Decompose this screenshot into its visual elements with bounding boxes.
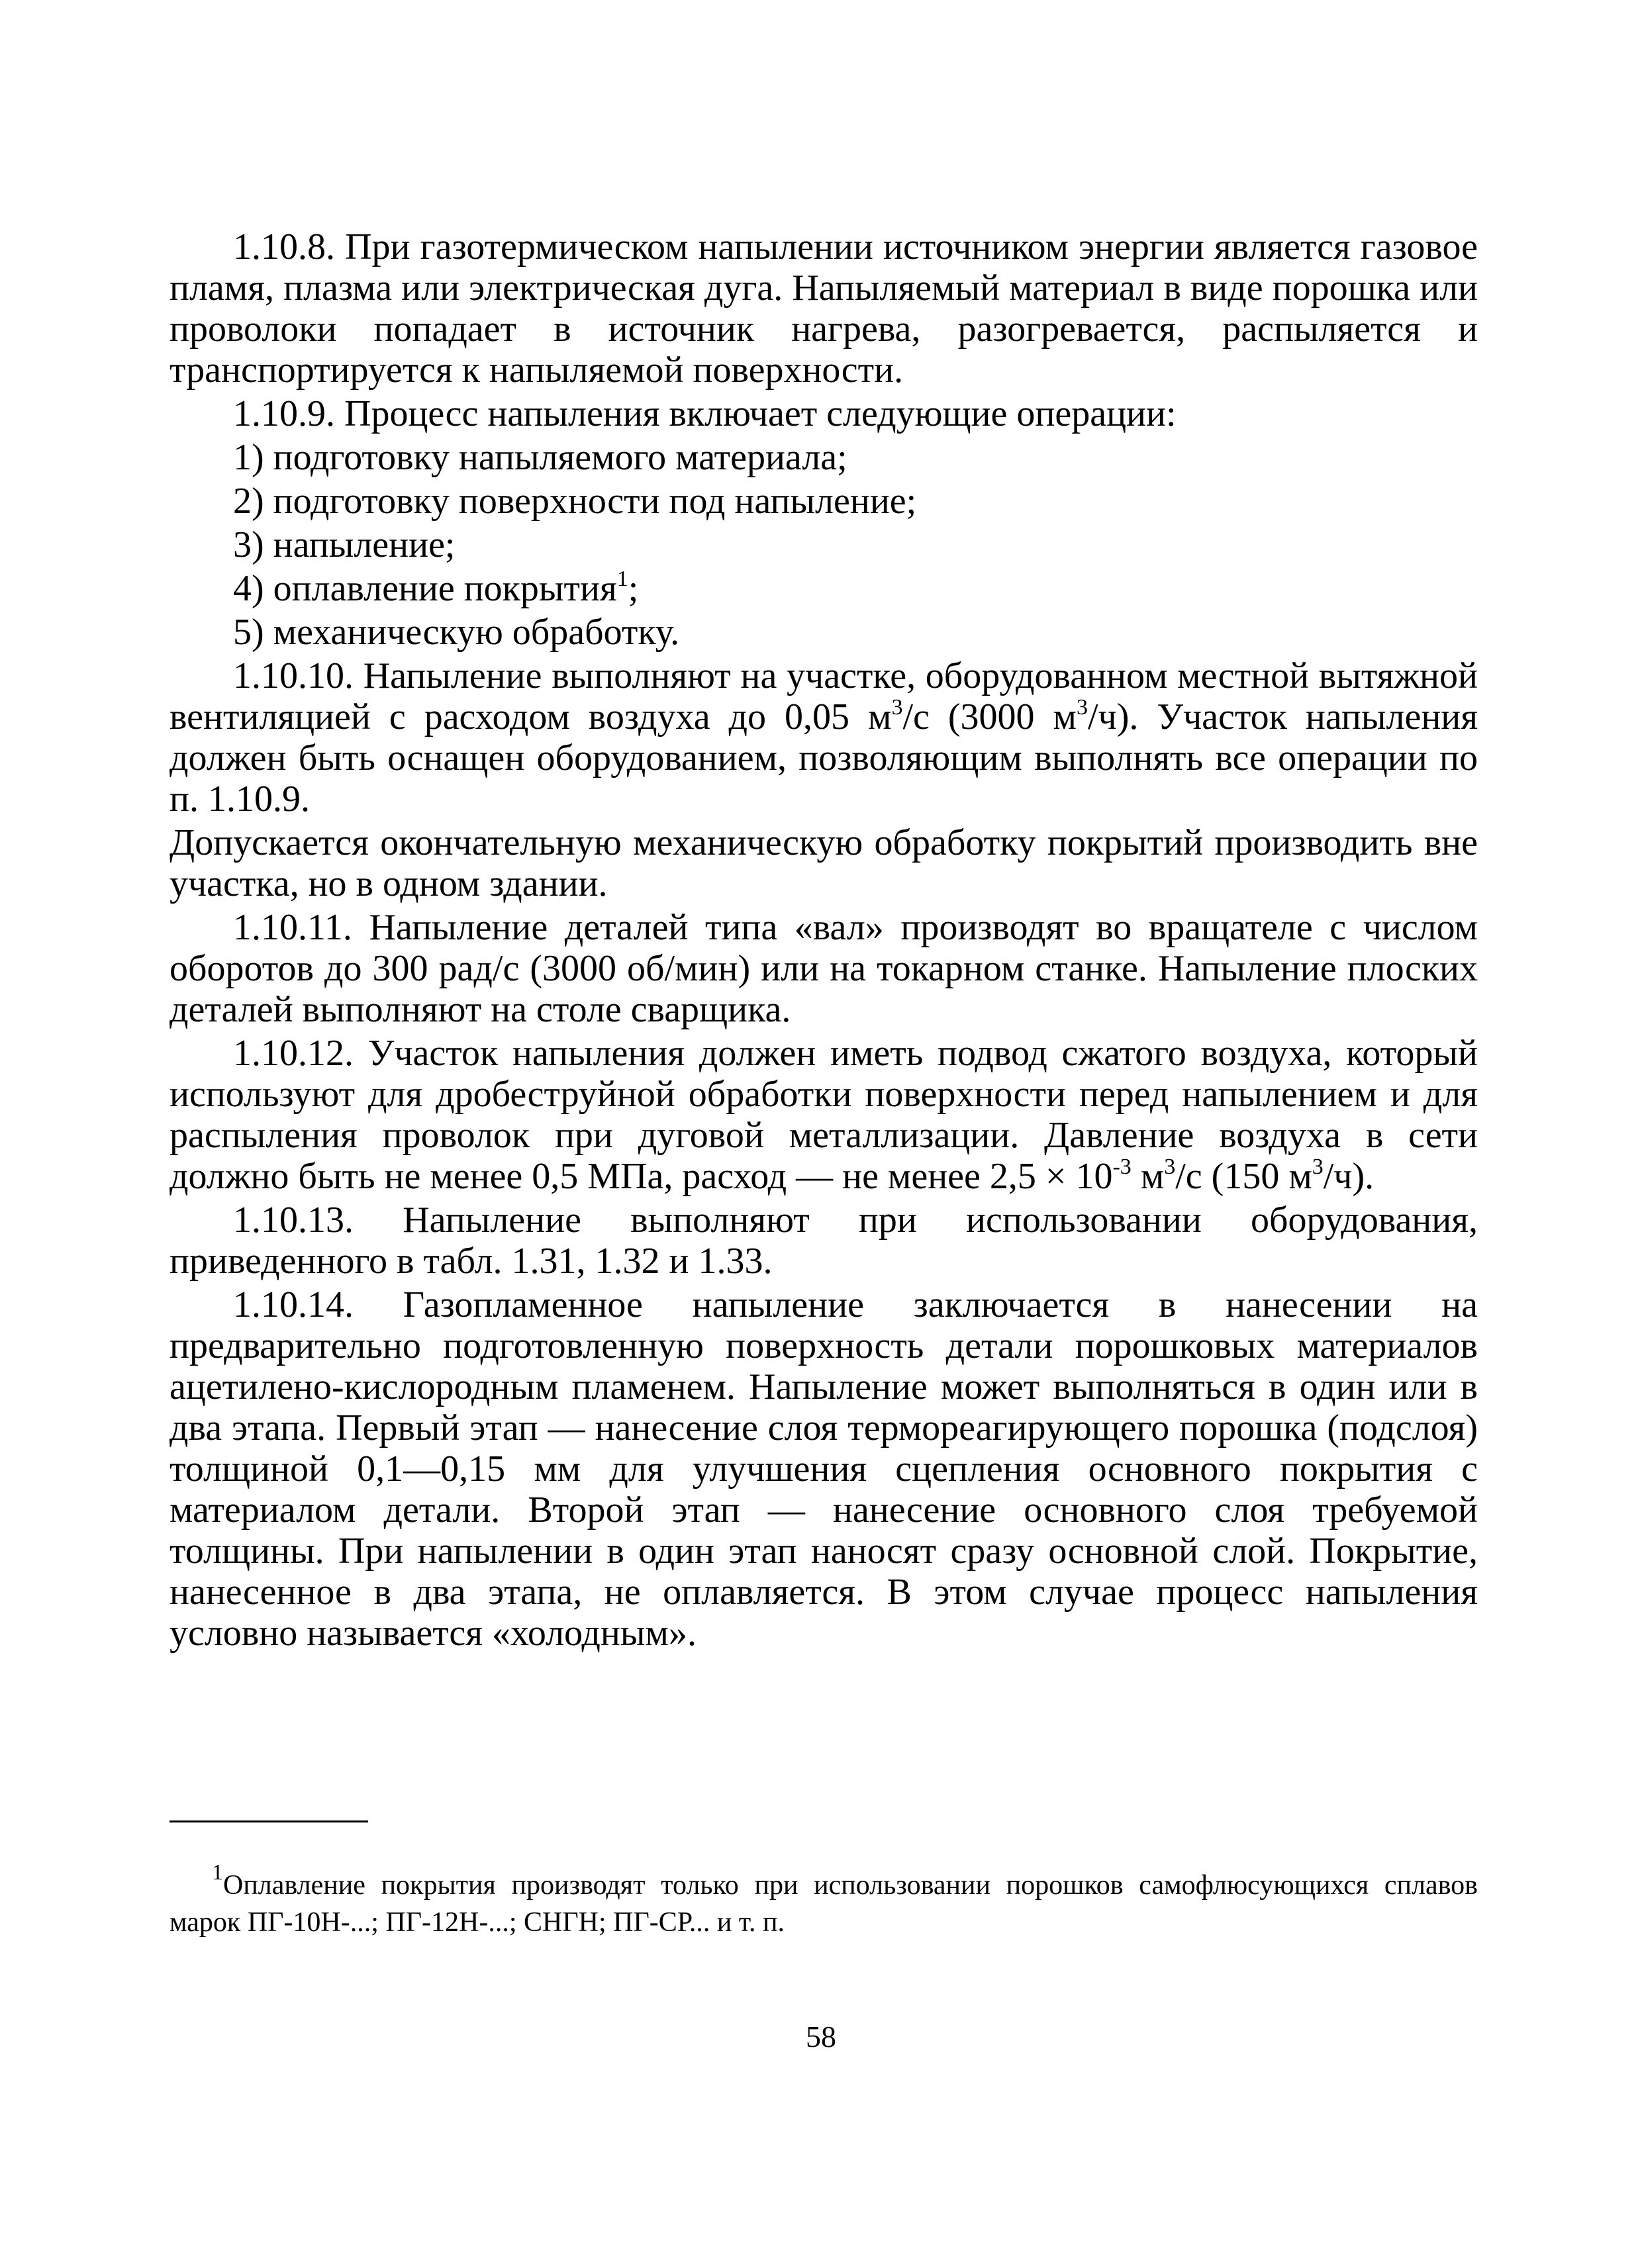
paragraph-text: /с (3000 м (902, 696, 1077, 737)
paragraph-text: 1.10.10. Напыление выполняют на участке, оборудованном местной вытяжной вентиляцией с расходом воздуха до 0,05 м (169, 655, 1478, 737)
list-item-text: 1) подготовку напыляемого материала; (233, 437, 847, 478)
paragraph-text: /ч). Участок напыления должен быть оснащен оборудованием, позволяющим выполнять все операции по п. 1.10.9. (169, 696, 1478, 820)
list-item (233, 568, 1478, 609)
paragraph-text: 1.10.12. Участок напыления должен иметь подвод сжатого воздуха, который используют для дробеструйной обработки поверхности перед напылением и для распыления проволок при дуговой металлизации. Давление воздуха в сети должно быть не менее 0,5 МПа, расход — не менее 2,5 × 10 (169, 1033, 1478, 1197)
paragraph-text: 1.10.8. При газотермическом напылении источником энергии является газовое пламя, плазма или электрическая дуга. Напыляемый материал в виде порошка или проволоки попадает в источник нагрева, разогревается, распыляется и транспортируется к напыляемой поверхности. (169, 226, 1478, 391)
list-item-text: 5) механическую обработку. (233, 612, 680, 653)
paragraph-text: 1.10.14. Газопламенное напыление заключается в нанесении на предварительно подготовленную поверхность детали порошковых материалов ацетилено-кислородным пламенем. Напыление может выполняться в один или в два этапа. Первый этап — нанесение слоя термореагирующего порошка (подслоя) толщиной 0,1—0,15 мм для улучшения сцепления основного покрытия с материалом детали. Второй этап — нанесение основного слоя требуемой толщины. При напылении в один этап наносят сразу основной слой. Покрытие, нанесенное в два этапа, не оплавляется. В этом случае процесс напыления условно называется «холодным». (169, 1284, 1478, 1654)
superscript: 3 (891, 695, 903, 720)
paragraph-text: м (1131, 1156, 1165, 1197)
paragraph-1-10-11 (169, 907, 1478, 1030)
paragraph-1-10-10 (169, 655, 1478, 820)
superscript: 3 (1312, 1155, 1324, 1179)
footnote-reference: 1 (616, 567, 628, 591)
list-item (233, 612, 1478, 653)
footnote-mark: 1 (212, 1860, 223, 1885)
paragraph-text: 1.10.11. Напыление деталей типа «вал» производят во вращателе с числом оборотов до 300 рад/с (3000 об/мин) или на токарном станке. Напыление плоских деталей выполняют на столе сварщика. (169, 907, 1478, 1030)
page-number: 58 (806, 2020, 836, 2054)
list-item (233, 437, 1478, 478)
list-item-text: 3) напыление; (233, 524, 456, 565)
paragraph-1-10-8 (169, 226, 1478, 391)
superscript: -3 (1112, 1155, 1132, 1179)
operations-list (169, 437, 1478, 653)
paragraph-text: 1.10.13. Напыление выполняют при использовании оборудования, приведенного в табл. 1.31, 1.32 и 1.33. (169, 1200, 1478, 1282)
paragraph-text: /с (150 м (1175, 1156, 1312, 1197)
paragraph-text: /ч). (1323, 1156, 1375, 1197)
footnote-text: Оплавление покрытия производят только при использовании порошков самофлюсующихся сплавов марок ПГ-10Н-...; ПГ-12Н-...; СНГН; ПГ-СР... и т. п. (169, 1870, 1478, 1938)
paragraph-1-10-9 (169, 393, 1478, 434)
list-item (233, 524, 1478, 565)
list-item-tail: ; (628, 568, 639, 609)
paragraph-text: Допускается окончательную механическую обработку покрытий производить вне участка, но в одном здании. (169, 822, 1478, 904)
superscript: 3 (1164, 1155, 1176, 1179)
list-item-text: 2) подготовку поверхности под напыление; (233, 481, 917, 522)
paragraph-1-10-14 (169, 1284, 1478, 1654)
paragraph-text: 1.10.9. Процесс напыления включает следующие операции: (233, 393, 1177, 434)
footnote-divider (169, 1820, 368, 1822)
footnote (169, 1860, 1478, 1941)
body-text (169, 226, 1478, 1656)
list-item-text: 4) оплавление покрытия (233, 568, 617, 609)
paragraph-1-10-10-note (169, 822, 1478, 904)
paragraph-1-10-13 (169, 1200, 1478, 1282)
superscript: 3 (1077, 695, 1088, 720)
paragraph-1-10-12 (169, 1033, 1478, 1197)
list-item (233, 481, 1478, 522)
